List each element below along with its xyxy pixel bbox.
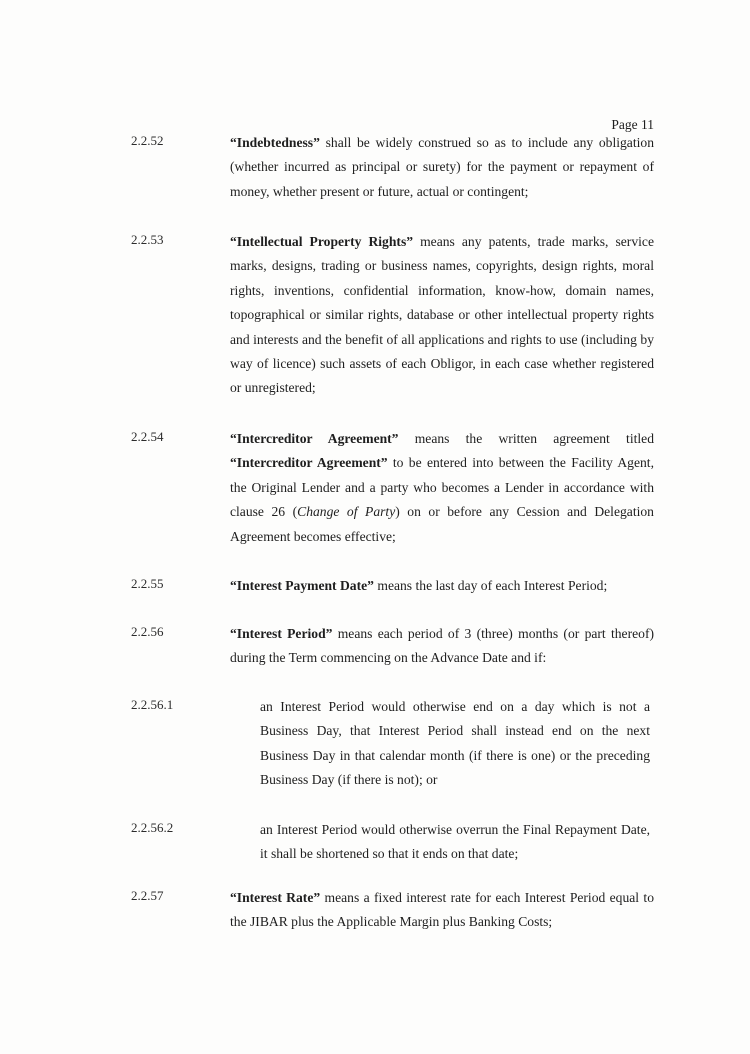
clause-body: an Interest Period would otherwise end on a day which is not a Business Day, that Interest Period shall instead end on the next Business Day in that calendar month (if there is one) or the preceding Business Day (if there is not); or <box>260 699 650 788</box>
clause-body: an Interest Period would otherwise overrun the Final Repayment Date, it shall be shortened so that it ends on that date; <box>260 822 650 862</box>
defined-term: “Indebtedness” <box>230 135 320 150</box>
clause-number: 2.2.52 <box>131 133 164 148</box>
clause-body: means any patents, trade marks, service marks, designs, trading or business names, copyrights, design rights, moral rights, inventions, confidential information, know-how, domain names, topographical or similar rights, database or other intellectual property rights and interests and the benefit of all applications and rights to use (including by way of licence) such assets of each Obligor, in each case whether registered or unregistered; <box>230 234 654 396</box>
page-number: Page 11 <box>611 117 654 132</box>
clause-text <box>260 695 650 793</box>
clause-number: 2.2.56 <box>131 624 164 639</box>
defined-term: “Interest Period” <box>230 626 333 641</box>
clause-text <box>230 886 654 935</box>
defined-term-repeat: “Intercreditor Agreement” <box>230 455 388 471</box>
clause-text <box>230 622 654 671</box>
clause-number: 2.2.55 <box>131 576 164 591</box>
clause-body: means the written agreement titled <box>398 431 654 446</box>
clause-number: 2.2.57 <box>131 888 164 903</box>
clause-number: 2.2.56.2 <box>131 820 174 835</box>
clause-number: 2.2.56.1 <box>131 697 174 712</box>
clause-text <box>230 427 654 549</box>
clause-body: means a fixed interest rate for each Interest Period equal to the JIBAR plus the Applicable Margin plus Banking Costs; <box>230 890 654 930</box>
clause-body-cont: to be entered into between the Facility Agent, the Original Lender and a party who becomes a Lender in accordance with clause 26 ( <box>230 455 654 520</box>
clause-body-end: ) on or before any Cession and Delegation Agreement becomes effective; <box>230 504 654 544</box>
clause-reference: Change of Party <box>297 504 396 520</box>
defined-term: “Intellectual Property Rights” <box>230 234 414 249</box>
defined-term: “Intercreditor Agreement” <box>230 431 399 446</box>
defined-term: “Interest Rate” <box>230 890 321 905</box>
clause-text <box>260 818 650 867</box>
clause-text <box>230 574 654 598</box>
clause-body: shall be widely construed so as to include any obligation (whether incurred as principal or surety) for the payment or repayment of money, whether present or future, actual or contingent; <box>230 135 654 199</box>
clause-text <box>230 131 654 204</box>
clause-number: 2.2.54 <box>131 429 164 444</box>
defined-term: “Interest Payment Date” <box>230 578 374 593</box>
clause-body: means each period of 3 (three) months (or part thereof) during the Term commencing on the Advance Date and if: <box>230 626 655 666</box>
clause-text <box>230 230 654 401</box>
clause-number: 2.2.53 <box>131 232 164 247</box>
clause-body: means the last day of each Interest Period; <box>373 578 608 593</box>
